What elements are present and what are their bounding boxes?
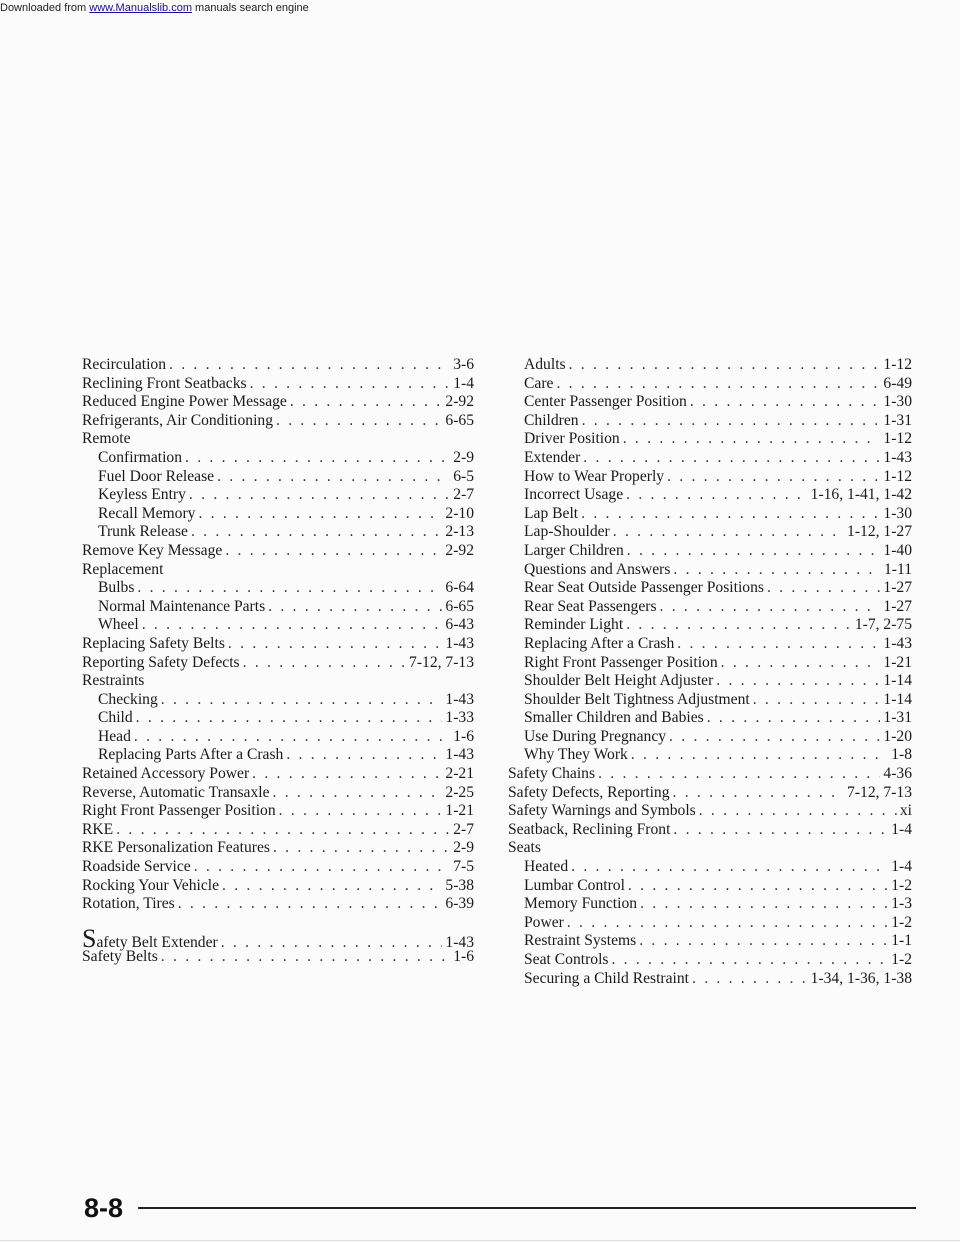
entry-pages: 1-14 [883, 690, 912, 708]
index-entry [508, 970, 912, 989]
dot-leader [279, 802, 443, 821]
entry-pages: 4-36 [883, 765, 912, 783]
dot-leader [660, 598, 881, 617]
dot-leader [639, 932, 888, 951]
right-entries [508, 356, 912, 988]
index-entry [508, 914, 912, 933]
dot-leader [640, 895, 888, 914]
dot-leader [627, 542, 881, 561]
index-right-column [508, 356, 912, 988]
index-entry [82, 505, 474, 524]
entry-label: Recirculation [82, 356, 166, 373]
entry-label: Fuel Door Release [98, 467, 215, 485]
download-header [0, 0, 960, 16]
index-entry [82, 691, 474, 710]
entry-label: Heated [524, 858, 569, 876]
entry-label: Rotation, Tires [82, 895, 175, 913]
dot-leader [598, 765, 880, 784]
entry-pages: 1-43 [883, 448, 912, 466]
entry-label: Securing a Child Restraint [524, 969, 690, 987]
dot-leader [721, 654, 881, 673]
index-entry [82, 709, 474, 728]
dot-leader [582, 412, 881, 431]
dot-leader [767, 579, 880, 598]
index-entry [82, 393, 474, 412]
entry-pages: 2-21 [445, 765, 474, 783]
section-gap [82, 914, 474, 930]
entry-label: Normal Maintenance Parts [98, 597, 266, 615]
index-entry [82, 356, 474, 375]
entry-label: Reduced Engine Power Message [82, 393, 287, 411]
dot-leader [116, 821, 450, 840]
entry-label: Safety Belt Extender [82, 923, 218, 953]
dot-leader [189, 486, 450, 505]
index-entry [82, 784, 474, 803]
dot-leader [185, 449, 450, 468]
entry-label: How to Wear Properly [524, 467, 665, 485]
index-entry [82, 858, 474, 877]
entry-pages: 6-65 [445, 411, 474, 429]
index-entry [508, 635, 912, 654]
index-entry [82, 598, 474, 617]
dot-leader [191, 523, 442, 542]
index-entry [82, 449, 474, 468]
entry-pages: 3-6 [453, 356, 474, 373]
dot-leader [273, 784, 443, 803]
entry-label: Replacing Safety Belts [82, 634, 225, 652]
dot-leader [169, 356, 450, 375]
index-entry [508, 579, 912, 598]
dot-leader [161, 691, 443, 710]
index-entry [82, 430, 474, 449]
entry-label: Child [98, 709, 133, 727]
entry-pages: 2-9 [453, 839, 474, 857]
entry-label: Remove Key Message [82, 541, 223, 559]
index-entry [508, 542, 912, 561]
index-entry [508, 486, 912, 505]
entry-pages: 2-7 [453, 486, 474, 504]
entry-pages: 1-20 [883, 727, 912, 745]
entry-label: Right Front Passenger Position [82, 802, 276, 820]
entry-label: Replacing After a Crash [524, 634, 675, 652]
entry-pages: 1-16, 1-41, 1-42 [810, 486, 912, 504]
entry-pages: 1-2 [891, 951, 912, 968]
entry-pages: 1-43 [445, 933, 474, 951]
index-entry [508, 412, 912, 431]
dot-leader [716, 672, 880, 691]
entry-label: RKE [82, 820, 114, 838]
dot-leader [178, 895, 443, 914]
entry-pages: 1-27 [883, 579, 912, 597]
dot-leader [583, 449, 880, 468]
entry-pages: 1-14 [883, 672, 912, 690]
entry-label: Safety Defects, Reporting [508, 783, 670, 801]
entry-pages: 1-4 [891, 820, 912, 838]
manualslib-link[interactable]: www.Manualslib.com [89, 2, 192, 14]
entry-label: Restraint Systems [524, 932, 637, 950]
index-entry [508, 691, 912, 710]
index-entry [82, 765, 474, 784]
entry-label: Trunk Release [98, 523, 188, 541]
index-entry [82, 895, 474, 914]
dot-leader [581, 505, 880, 524]
index-entry [508, 430, 912, 449]
index-entry [508, 895, 912, 914]
entry-pages: 1-4 [453, 374, 474, 392]
entry-pages: 6-39 [445, 895, 474, 913]
index-entry [508, 746, 912, 765]
entry-pages: 2-92 [445, 541, 474, 559]
dot-leader [556, 375, 880, 394]
dot-leader [198, 505, 442, 524]
index-entry [508, 598, 912, 617]
entry-pages: xi [899, 802, 912, 820]
dot-leader [290, 393, 443, 412]
entry-label: Remote [82, 430, 131, 448]
header-prefix: Downloaded from [0, 2, 90, 14]
index-entry [82, 542, 474, 561]
index-entry [508, 858, 912, 877]
entry-label: Refrigerants, Air Conditioning [82, 411, 274, 429]
index-entry [82, 821, 474, 840]
footer-rule [138, 1207, 916, 1209]
entry-label: Retained Accessory Power [82, 765, 250, 783]
entry-label: Bulbs [98, 579, 135, 597]
entry-label: Right Front Passenger Position [524, 653, 718, 671]
index-entry [82, 616, 474, 635]
index-entry-safety-belt-extender [82, 923, 474, 953]
entry-label: Reminder Light [524, 616, 624, 634]
index-entry [82, 486, 474, 505]
entry-label: Seatback, Reclining Front [508, 820, 671, 838]
entry-pages: 1-1 [891, 932, 912, 950]
dot-leader [134, 728, 450, 747]
entry-pages: 6-43 [445, 616, 474, 634]
index-entry [82, 654, 474, 673]
entry-pages: 5-38 [445, 876, 474, 894]
entry-label: Lap-Shoulder [524, 523, 610, 541]
entry-pages: 1-31 [883, 709, 912, 727]
entry-label: Incorrect Usage [524, 486, 624, 504]
entry-label: Keyless Entry [98, 486, 186, 504]
entry-pages: 2-92 [445, 393, 474, 411]
page-number: 8-8 [84, 1193, 124, 1223]
entry-label: Roadside Service [82, 858, 191, 876]
entry-pages: 1-12 [883, 356, 912, 373]
dot-leader [228, 635, 442, 654]
entry-label: Confirmation [98, 448, 183, 466]
index-entry [82, 468, 474, 487]
entry-pages: 1-4 [891, 858, 912, 876]
dot-leader [137, 579, 442, 598]
entry-pages: 2-9 [453, 448, 474, 466]
entry-pages: 6-49 [883, 374, 912, 392]
entry-pages: 1-11 [883, 560, 912, 578]
index-entry [508, 523, 912, 542]
entry-pages: 2-25 [445, 783, 474, 801]
index-entry [508, 728, 912, 747]
dot-leader [286, 746, 442, 765]
index-entry [82, 802, 474, 821]
entry-pages: 7-5 [453, 858, 474, 876]
entry-pages: 1-6 [453, 727, 474, 745]
entry-pages: 1-2 [891, 876, 912, 894]
index-left-column [82, 356, 474, 967]
entry-label: Seats [508, 839, 541, 857]
index-entry [82, 412, 474, 431]
entry-label: Lap Belt [524, 504, 579, 522]
entry-label: Replacing Parts After a Crash [98, 746, 284, 764]
header-suffix: manuals search engine [191, 2, 309, 14]
entry-pages: 2-7 [453, 820, 474, 838]
dot-leader [631, 746, 888, 765]
index-entry [508, 393, 912, 412]
index-entry [82, 561, 474, 580]
index-entry [508, 449, 912, 468]
dot-leader [673, 821, 888, 840]
index-entry [508, 932, 912, 951]
entry-pages: 1-21 [445, 802, 474, 820]
entry-label: Restraints [82, 672, 145, 690]
dot-leader [136, 709, 443, 728]
entry-label: Head [98, 727, 131, 745]
entry-pages: 1-6 [453, 948, 474, 966]
dot-leader [611, 951, 888, 970]
index-entry [82, 746, 474, 765]
index-entry [82, 523, 474, 542]
left-entries [82, 356, 474, 914]
entry-label: Rear Seat Passengers [524, 597, 657, 615]
entry-label: Safety Chains [508, 765, 596, 783]
index-entry [508, 468, 912, 487]
entry-label: Driver Position [524, 430, 620, 448]
entry-label: Why They Work [524, 746, 628, 764]
dot-leader [142, 616, 443, 635]
dot-leader [707, 709, 881, 728]
dot-leader [673, 561, 881, 580]
entry-label: Adults [524, 356, 566, 373]
entry-label: Rocking Your Vehicle [82, 876, 220, 894]
entry-pages: 1-8 [891, 746, 912, 764]
dot-leader [692, 970, 808, 989]
entry-label: Recall Memory [98, 504, 196, 522]
index-entry [508, 654, 912, 673]
entry-pages: 1-12 [883, 467, 912, 485]
entry-label: Questions and Answers [524, 560, 671, 578]
entry-pages: 1-2 [891, 913, 912, 931]
entry-label: Power [524, 913, 564, 931]
index-entry [508, 356, 912, 375]
entry-pages: 2-13 [445, 523, 474, 541]
entry-label: Reverse, Automatic Transaxle [82, 783, 270, 801]
entry-pages: 1-43 [445, 690, 474, 708]
index-entry [82, 877, 474, 896]
entry-pages: 1-43 [445, 634, 474, 652]
entry-label: Checking [98, 690, 158, 708]
entry-pages: 1-3 [891, 895, 912, 913]
entry-pages: 1-21 [883, 653, 912, 671]
index-entry [82, 375, 474, 394]
dot-leader [628, 877, 888, 896]
entry-label: Reclining Front Seatbacks [82, 374, 247, 392]
entry-label: Memory Function [524, 895, 638, 913]
index-entry [82, 672, 474, 691]
entry-pages: 1-40 [883, 541, 912, 559]
dot-leader [252, 765, 442, 784]
index-entry [82, 579, 474, 598]
dot-leader [753, 691, 881, 710]
dot-leader [569, 356, 881, 375]
entry-pages: 6-64 [445, 579, 474, 597]
index-entry [508, 802, 912, 821]
entry-label: Seat Controls [524, 951, 609, 968]
entry-label: Replacement [82, 560, 164, 578]
dot-leader [613, 523, 844, 542]
entry-pages: 1-12 [883, 430, 912, 448]
entry-label: Extender [524, 448, 581, 466]
entry-label: Lumbar Control [524, 876, 625, 894]
index-entry [508, 616, 912, 635]
index-entry [82, 728, 474, 747]
entry-label: Larger Children [524, 541, 624, 559]
entry-label: Rear Seat Outside Passenger Positions [524, 579, 764, 597]
index-entry [508, 709, 912, 728]
dot-leader [571, 858, 888, 877]
entry-label: Safety Belts [82, 948, 158, 966]
entry-label: Reporting Safety Defects [82, 653, 240, 671]
entry-pages: 1-12, 1-27 [847, 523, 912, 541]
dot-leader [273, 839, 450, 858]
entry-label: Center Passenger Position [524, 393, 687, 411]
entry-label: Shoulder Belt Tightness Adjustment [524, 690, 750, 708]
entry-label: Children [524, 411, 579, 429]
entry-label: Wheel [98, 616, 139, 634]
dot-leader [667, 468, 880, 487]
dot-leader [161, 948, 450, 967]
entry-pages: 7-12, 7-13 [409, 653, 474, 671]
index-entry [82, 635, 474, 654]
dot-leader [217, 468, 450, 487]
index-entry [508, 672, 912, 691]
index-entry [508, 784, 912, 803]
entry-label: RKE Personalization Features [82, 839, 270, 857]
index-entry [508, 839, 912, 858]
entry-label: Smaller Children and Babies [524, 709, 704, 727]
entry-pages: 1-43 [445, 746, 474, 764]
section-initial: S [82, 923, 97, 953]
entry-label: Care [524, 374, 554, 392]
dot-leader [225, 542, 442, 561]
entry-pages: 1-43 [883, 634, 912, 652]
bottom-divider [0, 1240, 960, 1241]
dot-leader [673, 784, 845, 803]
entry-pages: 1-30 [883, 504, 912, 522]
index-entry [82, 839, 474, 858]
dot-leader [222, 877, 442, 896]
dot-leader [677, 635, 880, 654]
entry-pages: 7-12, 7-13 [847, 783, 912, 801]
index-entry-safety-belts [82, 948, 474, 967]
index-entry [508, 821, 912, 840]
entry-pages: 2-10 [445, 504, 474, 522]
dot-leader [626, 486, 808, 505]
entry-label: Use During Pregnancy [524, 727, 667, 745]
entry-label: Safety Warnings and Symbols [508, 802, 696, 820]
index-entry [508, 505, 912, 524]
index-entry [508, 951, 912, 970]
dot-leader [567, 914, 888, 933]
dot-leader [250, 375, 451, 394]
dot-leader [194, 858, 451, 877]
index-entry [508, 877, 912, 896]
entry-pages: 1-27 [883, 597, 912, 615]
entry-pages: 6-5 [453, 467, 474, 485]
entry-pages: 1-34, 1-36, 1-38 [810, 969, 912, 987]
entry-pages: 1-30 [883, 393, 912, 411]
index-entry [508, 375, 912, 394]
dot-leader [243, 654, 406, 673]
dot-leader [626, 616, 852, 635]
entry-pages: 1-33 [445, 709, 474, 727]
dot-leader [669, 728, 880, 747]
dot-leader [690, 393, 881, 412]
dot-leader [268, 598, 442, 617]
entry-label: Shoulder Belt Height Adjuster [524, 672, 714, 690]
dot-leader [623, 430, 881, 449]
dot-leader [699, 802, 897, 821]
entry-pages: 1-31 [883, 411, 912, 429]
dot-leader [276, 412, 442, 431]
entry-pages: 6-65 [445, 597, 474, 615]
entry-pages: 1-7, 2-75 [854, 616, 912, 634]
index-entry [508, 561, 912, 580]
index-entry [508, 765, 912, 784]
